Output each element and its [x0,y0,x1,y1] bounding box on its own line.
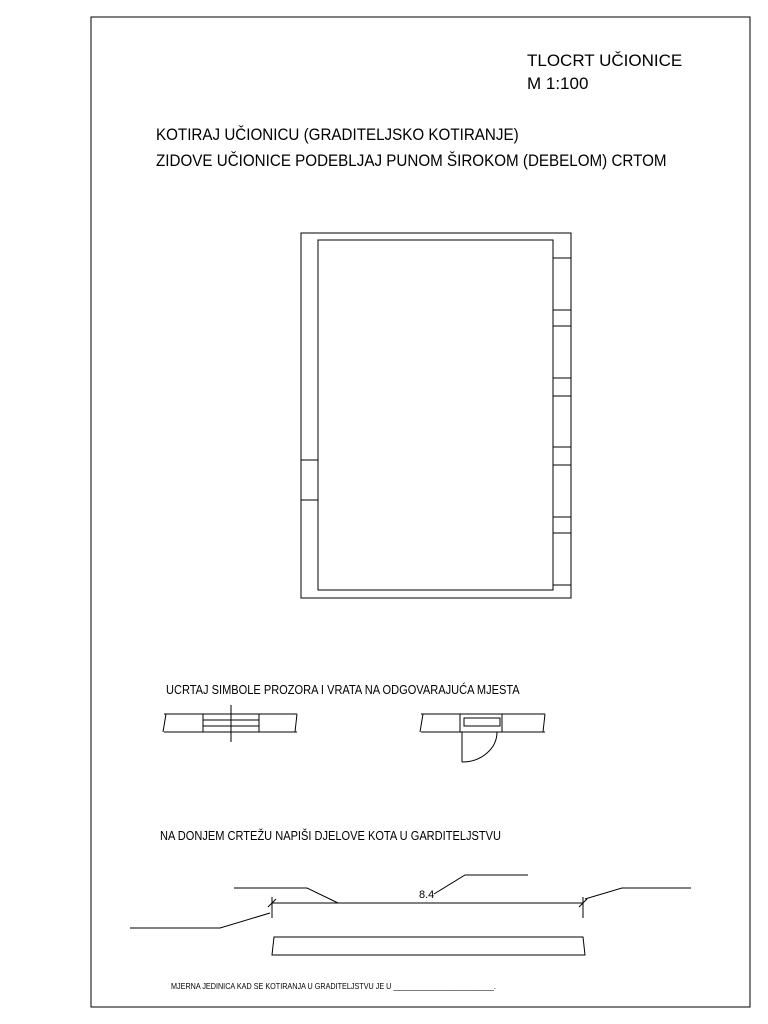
leader-extension-left [130,913,270,928]
leader-dimension-value [434,875,528,894]
outer-wall-line [301,233,571,598]
dimension-example [130,875,691,955]
window-symbol [163,705,297,742]
wall-strip [272,937,585,955]
unit-question-text: MJERNA JEDINICA KAD SE KOTIRANJA U GRADITELJSTVU JE U [171,981,392,991]
door-symbol [420,714,545,762]
unit-answer-blank[interactable]: _________________________. [393,981,496,991]
task-symbols: UCRTAJ SIMBOLE PROZORA I VRATA NA ODGOVARAJUĆA MJESTA [166,682,520,697]
leader-extension-right [585,888,691,899]
drawing-scale: M 1:100 [527,74,589,93]
leader-dimension-line [234,888,338,903]
dimension-value: 8.4 [419,889,435,901]
drawing-title: TLOCRT UČIONICE [527,51,683,70]
inner-wall-line [318,240,553,590]
classroom-floor-plan [301,233,571,598]
task-dimension-parts: NA DONJEM CRTEŽU NAPIŠI DJELOVE KOTA U GARDITELJSTVU [160,828,501,843]
unit-question [171,982,496,991]
task-line-1: KOTIRAJ UČIONICU (GRADITELJSKO KOTIRANJE) [156,126,519,144]
task-line-2: ZIDOVE UČIONICE PODEBLJAJ PUNOM ŠIROKOM (DEBELOM) CRTOM [156,152,667,170]
